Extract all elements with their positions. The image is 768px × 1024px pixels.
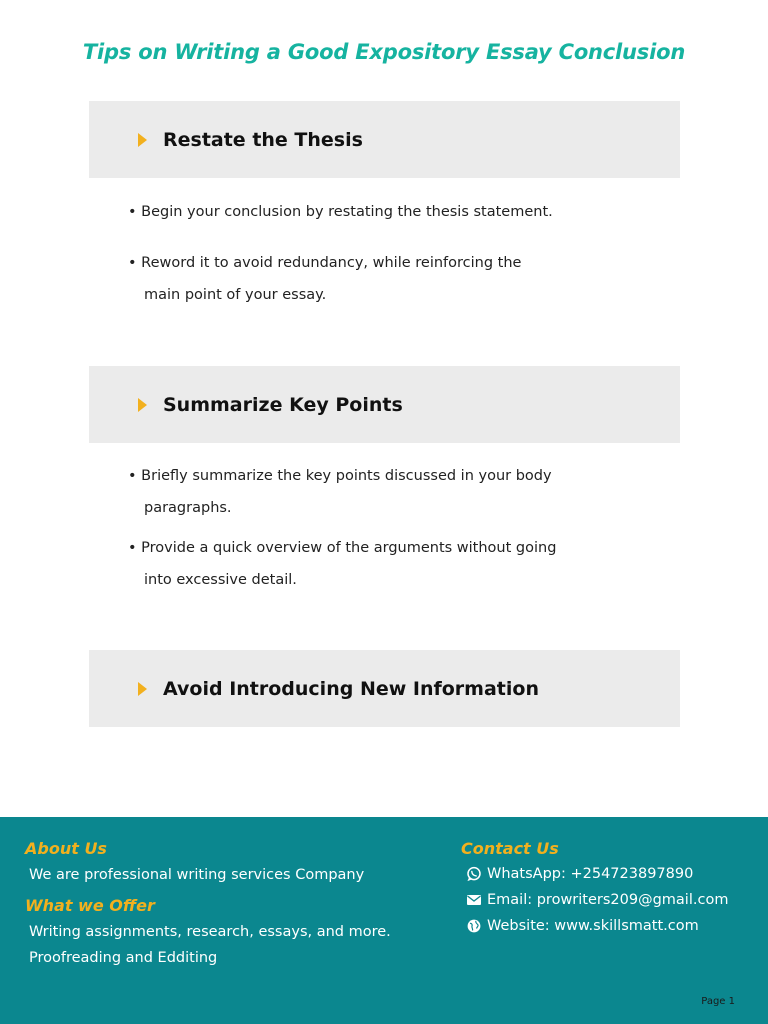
- about-text: We are professional writing services Company: [29, 867, 365, 883]
- offer-heading: What we Offer: [25, 896, 155, 915]
- contact-text: Website: www.skillsmatt.com: [487, 918, 699, 934]
- contact-text: WhatsApp: +254723897890: [487, 866, 694, 882]
- section-heading: Restate the Thesis: [163, 128, 363, 151]
- bullet-item: [128, 247, 568, 311]
- bullet-text: • Briefly summarize the key points discussed in your body: [128, 468, 552, 484]
- about-heading: About Us: [25, 839, 107, 858]
- bullet-text-continued: paragraphs.: [144, 500, 232, 516]
- section-heading: Avoid Introducing New Information: [163, 677, 539, 700]
- offer-line: Writing assignments, research, essays, and more.: [29, 924, 391, 940]
- page-number: Page 1: [701, 996, 735, 1007]
- section-heading: Summarize Key Points: [163, 393, 403, 416]
- contact-website[interactable]: [466, 918, 699, 934]
- caret-right-icon: [138, 398, 147, 412]
- offer-line: Proofreading and Edditing: [29, 950, 218, 966]
- contact-text: Email: prowriters209@gmail.com: [487, 892, 729, 908]
- page-title: Tips on Writing a Good Expository Essay Conclusion: [82, 40, 686, 64]
- bullet-item: [128, 196, 568, 228]
- contact-email[interactable]: [466, 892, 728, 908]
- bullet-text: • Reword it to avoid redundancy, while reinforcing the: [128, 255, 522, 271]
- bullet-text: • Provide a quick overview of the arguments without going: [128, 540, 557, 556]
- footer: [0, 817, 768, 1024]
- bullet-text-continued: into excessive detail.: [144, 572, 297, 588]
- contact-heading: Contact Us: [461, 839, 559, 858]
- bullet-text: • Begin your conclusion by restating the thesis statement.: [128, 204, 553, 220]
- caret-right-icon: [138, 133, 147, 147]
- bullet-item: [128, 460, 568, 524]
- section-header-avoid-new-information: [89, 650, 680, 727]
- whatsapp-icon: [466, 866, 482, 882]
- caret-right-icon: [138, 682, 147, 696]
- contact-whatsapp[interactable]: [466, 866, 693, 882]
- bullet-text-continued: main point of your essay.: [144, 287, 327, 303]
- globe-icon: [466, 918, 482, 934]
- bullet-item: [128, 532, 568, 596]
- section-header-summarize-key-points: [89, 366, 680, 443]
- envelope-icon: [466, 892, 482, 908]
- section-header-restate-thesis: [89, 101, 680, 178]
